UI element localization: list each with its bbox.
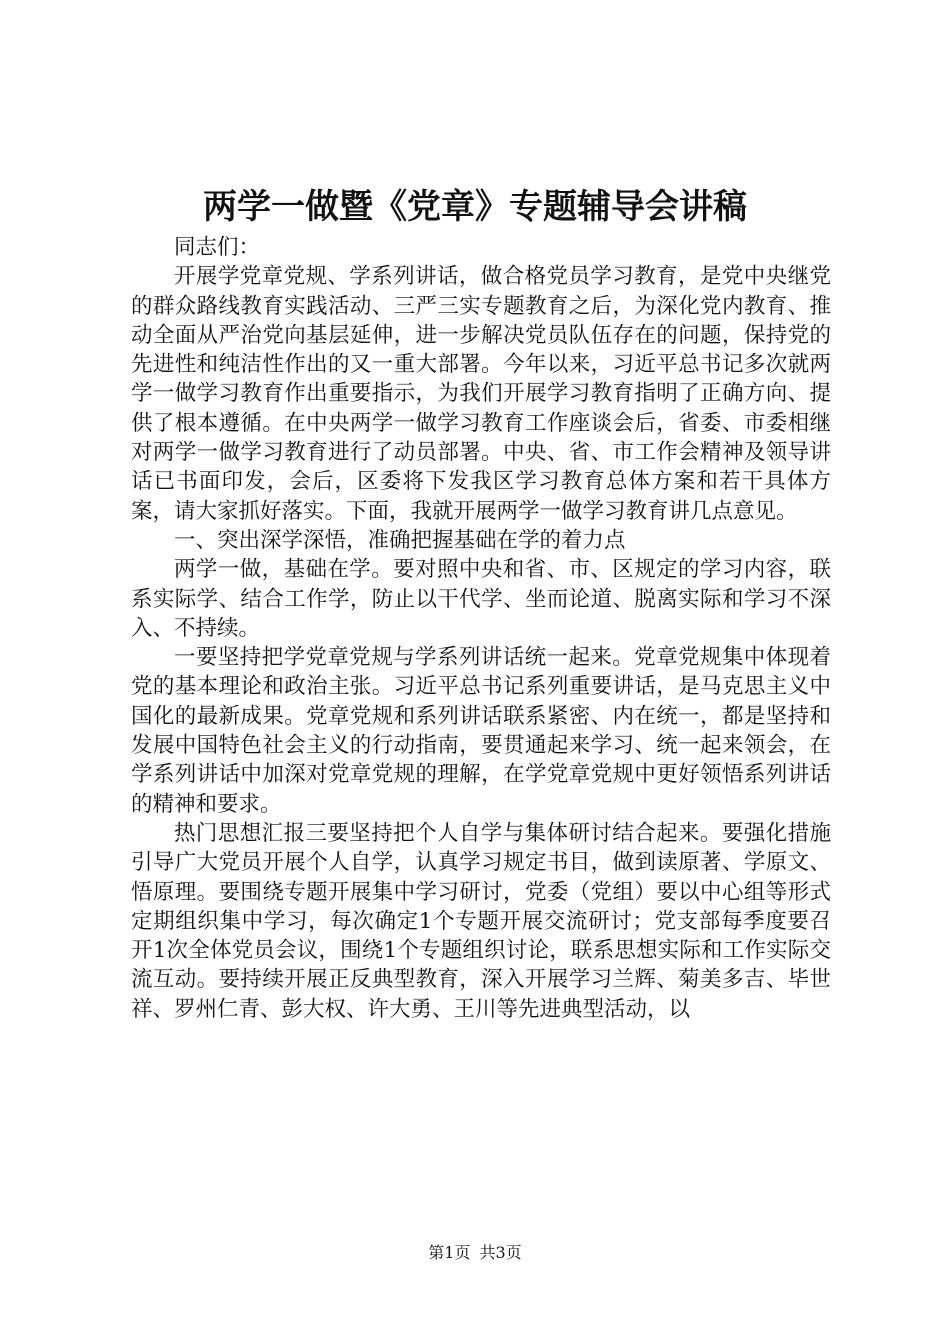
- page-total: 共3页: [479, 1243, 522, 1262]
- page-footer: [0, 1242, 950, 1264]
- document-title: 两学一做暨《党章》专题辅导会讲稿: [203, 187, 747, 227]
- body-paragraph: 热门思想汇报三要坚持把个人自学与集体研讨结合起来。要强化措施引导广大党员开展个人自学，认真学习规定书目，做到读原著、学原文、悟原理。要围绕专题开展集中学习研讨，党委（党组）要以中心组等形式定期组织集中学习，每次确定1个专题开展交流研讨；党支部每季度要召开1次全体党员会议，围绕1个专题组织讨论，联系思想实际和工作实际交流互动。要持续开展正反典型教育，深入开展学习兰辉、菊美多吉、毕世祥、罗州仁青、彭大权、许大勇、王川等先进典型活动，以: [131, 820, 831, 1022]
- body-paragraph: 一要坚持把学党章党规与学系列讲话统一起来。党章党规集中体现着党的基本理论和政治主张。习近平总书记系列重要讲话，是马克思主义中国化的最新成果。党章党规和系列讲话联系紧密、内在统一，都是坚持和发展中国特色社会主义的行动指南，要贯通起来学习、统一起来领会，在学系列讲话中加深对党章党规的理解，在学党章党规中更好领悟系列讲话的精神和要求。: [131, 645, 831, 817]
- intro-paragraph: 开展学党章党规、学系列讲话，做合格党员学习教育，是党中央继党的群众路线教育实践活动、三严三实专题教育之后，为深化党内教育、推动全面从严治党向基层延伸，进一步解决党员队伍存在的问题，保持党的先进性和纯洁性作出的又一重大部署。今年以来，习近平总书记多次就两学一做学习教育作出重要指示，为我们开展学习教育指明了正确方向、提供了根本遵循。在中央两学一做学习教育工作座谈会后，省委、市委相继对两学一做学习教育进行了动员部署。中央、省、市工作会精神及领导讲话已书面印发，会后，区委将下发我区学习教育总体方案和若干具体方案，请大家抓好落实。下面，我就开展两学一做学习教育讲几点意见。: [131, 264, 831, 524]
- document-body: [131, 233, 831, 1024]
- page-number: 第1页: [428, 1243, 471, 1262]
- salutation-paragraph: 同志们：: [174, 235, 261, 260]
- body-paragraph: 两学一做，基础在学。要对照中央和省、市、区规定的学习内容，联系实际学、结合工作学，防止以干代学、坐而论道、脱离实际和学习不深入、不持续。: [131, 557, 831, 641]
- section-heading-1: 一、突出深学深悟，准确把握基础在学的着力点: [174, 527, 626, 553]
